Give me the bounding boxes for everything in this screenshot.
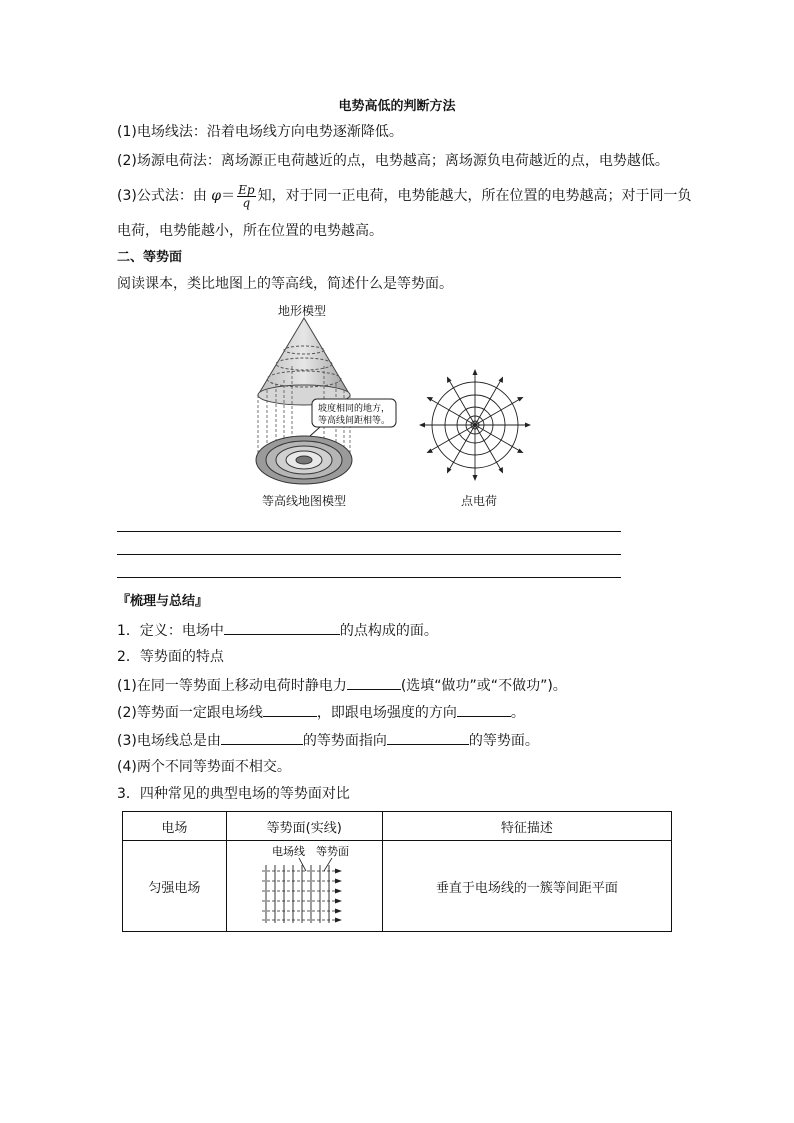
header-equipotential: 等势面(实线) [226, 812, 382, 841]
method-2: (2)场源电荷法：离场源正电荷越近的点，电势越高；离场源负电荷越近的点，电势越低。 [117, 153, 669, 169]
equals-sign: ＝ [221, 188, 236, 204]
cell-field-name: 匀强电场 [123, 841, 227, 932]
answer-line-3[interactable] [117, 577, 621, 578]
definition-line [117, 620, 438, 641]
figure-equipotential-analogy [240, 300, 540, 510]
definition-blank[interactable] [224, 620, 340, 635]
feature-2-prefix: (2)等势面一定跟电场线 [117, 705, 263, 721]
method-1: (1)电场线法：沿着电场线方向电势逐渐降低。 [117, 124, 403, 140]
feature-3-mid: 的等势面指向 [302, 733, 387, 749]
field-lines [262, 871, 336, 920]
fraction-denominator: q [242, 195, 251, 210]
callout-pointer [310, 427, 320, 436]
phi-symbol: φ [211, 188, 222, 204]
method-3-suffix: 知，对于同一正电荷，电势能越大，所在位置的电势越高；对于同一负 [257, 188, 692, 204]
section-prompt: 阅读课本，类比地图上的等高线，简述什么是等势面。 [117, 276, 453, 292]
feature-4: (4)两个不同等势面不相交。 [117, 759, 291, 775]
method-3-continued: 电荷，电势能越小，所在位置的电势越高。 [117, 223, 383, 239]
compare-heading: 3．四种常见的典型电场的等势面对比 [117, 786, 350, 802]
features-heading: 2．等势面的特点 [117, 649, 224, 665]
feature-2-blank-1[interactable] [263, 702, 317, 717]
page-title: 电势高低的判断方法 [338, 99, 456, 114]
summary-heading: 『梳理与总结』 [117, 594, 209, 609]
field-line-pointer [299, 858, 306, 871]
equipotential-pointer [324, 858, 332, 871]
section-heading: 二、等势面 [117, 250, 183, 265]
table-header-row [123, 812, 672, 841]
answer-line-2[interactable] [117, 554, 621, 555]
field-arrowheads [335, 869, 342, 923]
cell-diagram [226, 841, 382, 932]
equipotential-label: 等势面 [316, 845, 350, 858]
comparison-table [122, 811, 672, 932]
feature-3-blank-2[interactable] [387, 730, 469, 745]
point-charge-diagram [419, 369, 531, 481]
equipotential-planes [266, 865, 329, 923]
definition-suffix: 的点构成的面。 [339, 623, 438, 639]
figure-drawing [240, 300, 540, 510]
contour-peak [296, 456, 312, 464]
feature-1-prefix: (1)在同一等势面上移动电荷时静电力 [117, 678, 347, 694]
feature-2-mid: ，即跟电场强度的方向 [316, 705, 457, 721]
definition-prefix: 1．定义：电场中 [117, 623, 224, 639]
feature-2-blank-2[interactable] [457, 702, 511, 717]
feature-1-blank[interactable] [347, 675, 401, 690]
table-row [123, 841, 672, 932]
header-description: 特征描述 [382, 812, 671, 841]
contour-map-label: 等高线地图模型 [262, 494, 347, 508]
method-3 [117, 181, 692, 211]
cell-description: 垂直于电场线的一簇等间距平面 [382, 841, 671, 932]
callout-text-2: 等高线间距相等。 [317, 416, 391, 426]
feature-3 [117, 730, 539, 751]
answer-line-1[interactable] [117, 531, 621, 532]
feature-3-prefix: (3)电场线总是由 [117, 733, 221, 749]
field-line-label: 电场线 [272, 845, 306, 858]
terrain-model-label: 地形模型 [278, 304, 327, 318]
feature-1-suffix: (选填“做功”或“不做功”)。 [400, 678, 567, 694]
feature-2-suffix: 。 [510, 705, 525, 721]
feature-3-suffix: 的等势面。 [468, 733, 539, 749]
feature-1 [117, 675, 567, 696]
uniform-field-diagram [244, 843, 364, 925]
method-3-prefix: (3)公式法：由 [117, 188, 207, 204]
fraction-numerator: Ep [238, 182, 255, 197]
point-charge-label: 点电荷 [461, 494, 498, 508]
header-field: 电场 [123, 812, 227, 841]
feature-2 [117, 702, 525, 723]
callout-text-1: 坡度相同的地方， [317, 404, 391, 414]
formula-fraction [237, 184, 255, 209]
feature-3-blank-1[interactable] [221, 730, 303, 745]
